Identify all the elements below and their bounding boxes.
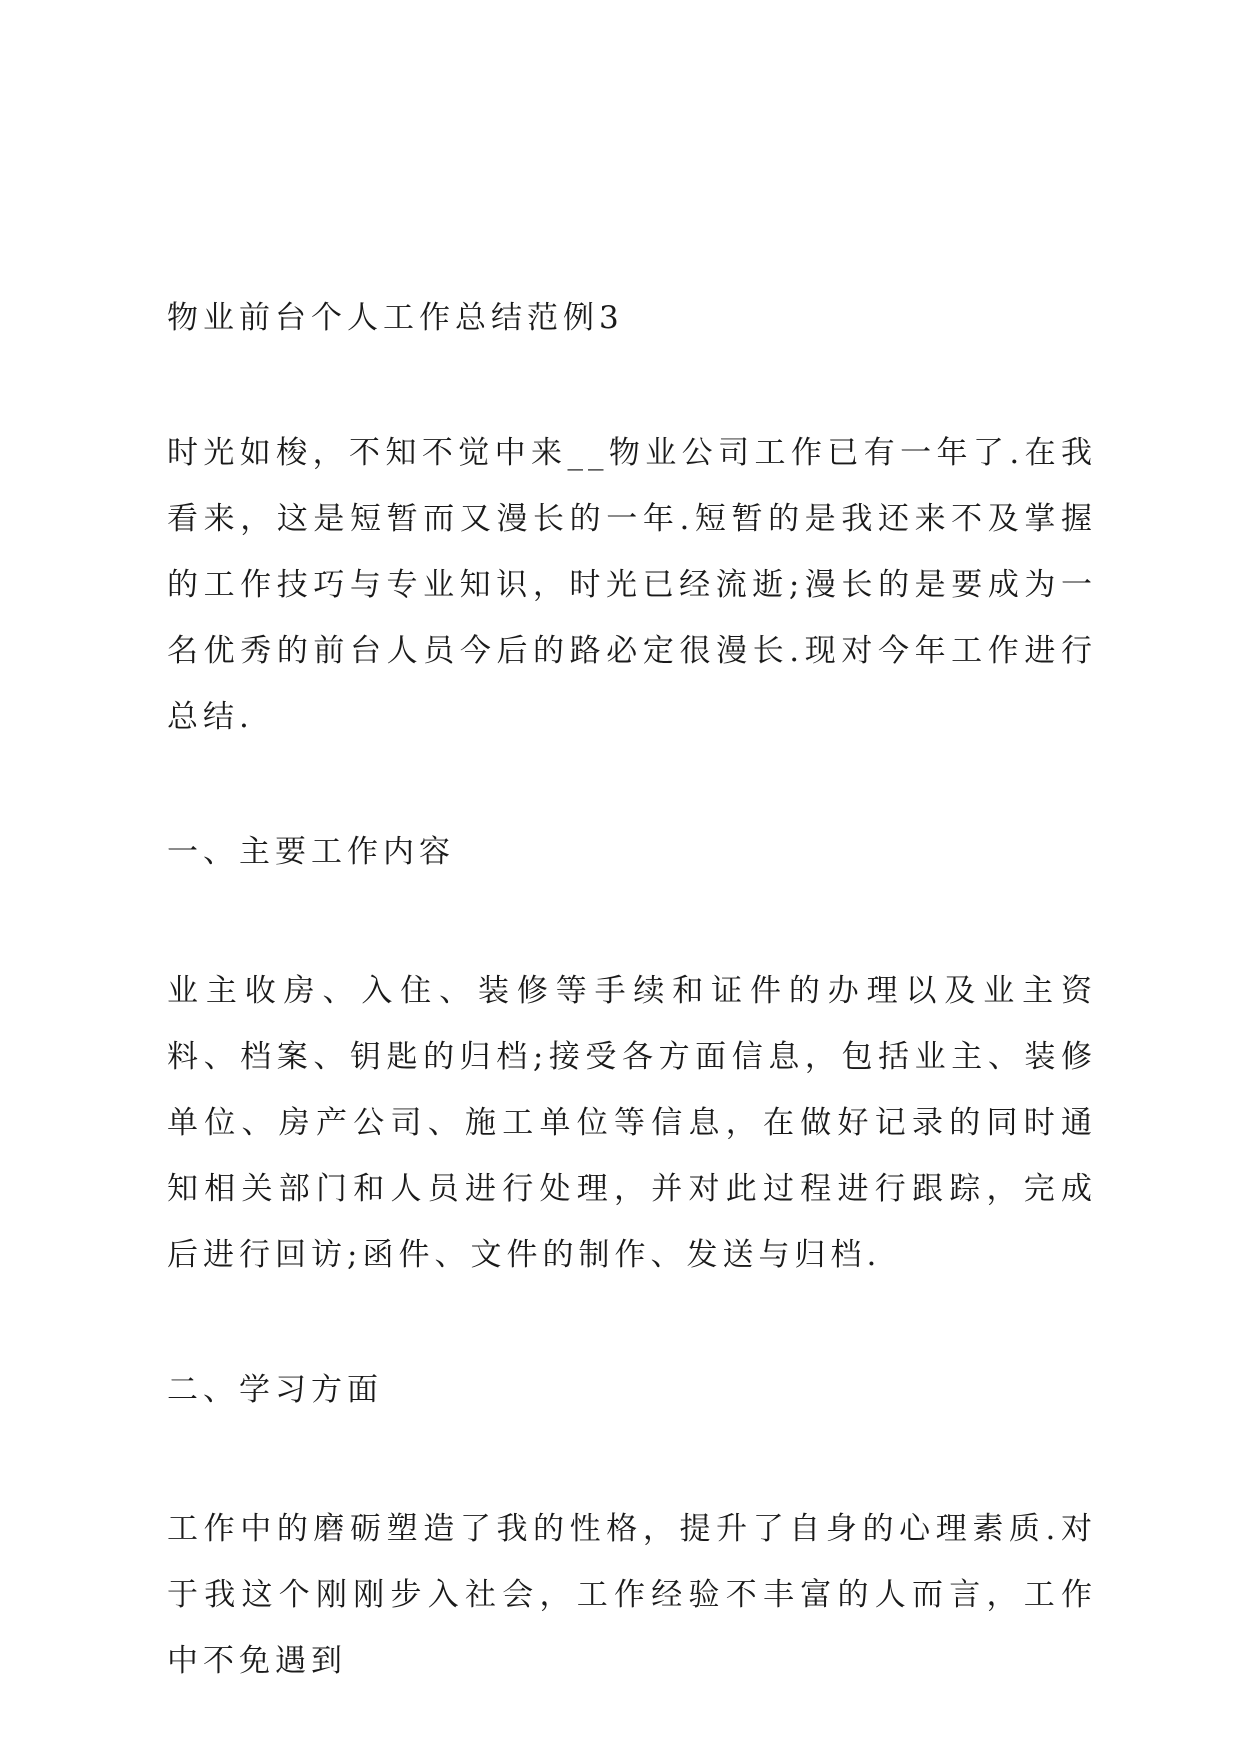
document-title: 物业前台个人工作总结范例3 [167, 300, 624, 336]
main-work-paragraph: 业主收房、入住、装修等手续和证件的办理以及业主资料、档案、钥匙的归档;接受各方面信息，包括业主、装修单位、房产公司、施工单位等信息，在做好记录的同时通知相关部门和人员进行处理，并对此过程进行跟踪，完成后进行回访;函件、文件的制作、发送与归档. [167, 973, 1097, 1273]
intro-paragraph: 时光如梭，不知不觉中来__物业公司工作已有一年了.在我看来，这是短暂而又漫长的一年.短暂的是我还来不及掌握的工作技巧与专业知识，时光已经流逝;漫长的是要成为一名优秀的前台人员今后的路必定很漫长.现对今年工作进行总结. [167, 435, 1097, 735]
study-paragraph: 工作中的磨砺塑造了我的性格，提升了自身的心理素质.对于我这个刚刚步入社会，工作经验不丰富的人而言，工作中不免遇到 [167, 1511, 1097, 1679]
section-heading-main-work: 一、主要工作内容 [167, 834, 455, 870]
section-heading-study: 二、学习方面 [167, 1372, 383, 1408]
document-content [167, 290, 1097, 1694]
